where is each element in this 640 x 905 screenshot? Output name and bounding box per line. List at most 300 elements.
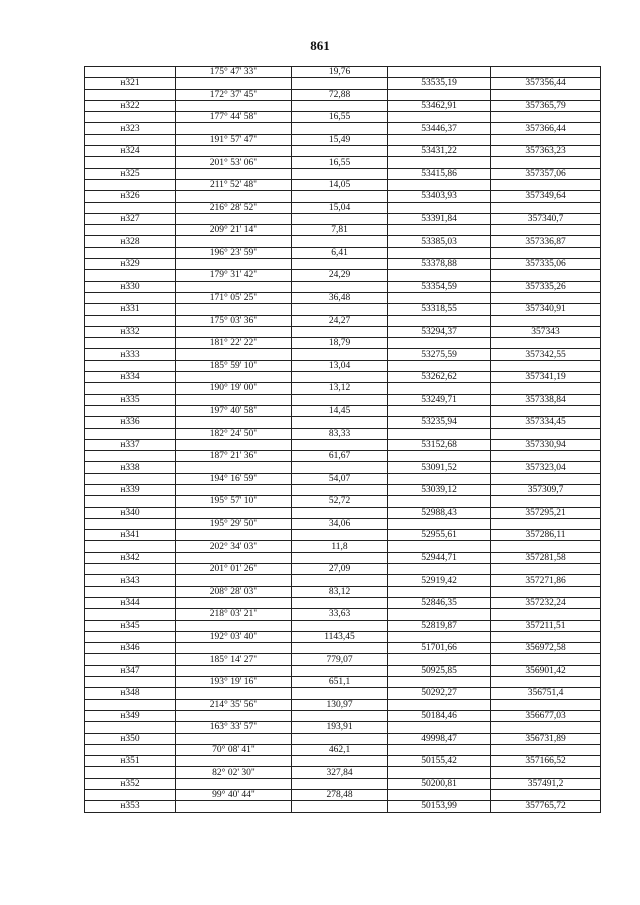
coordinate-y: 357336,87 [491, 236, 601, 247]
point-row [85, 665, 601, 676]
coordinate-x: 53378,88 [388, 259, 491, 270]
point-row [85, 778, 601, 789]
bearing-angle: 171° 05' 25" [176, 292, 292, 303]
segment-distance: 19,76 [292, 67, 388, 78]
empty-cell [85, 699, 176, 710]
bearing-angle: 211° 52' 48" [176, 179, 292, 190]
empty-cell [292, 756, 388, 767]
empty-cell [176, 168, 292, 179]
segment-distance: 327,84 [292, 767, 388, 778]
empty-cell [388, 179, 491, 190]
segment-row [85, 722, 601, 733]
empty-cell [176, 688, 292, 699]
point-name: н347 [85, 665, 176, 676]
point-name: н341 [85, 530, 176, 541]
point-name: н335 [85, 394, 176, 405]
segment-distance: 34,06 [292, 518, 388, 529]
segment-row [85, 428, 601, 439]
segment-row [85, 383, 601, 394]
point-row [85, 575, 601, 586]
empty-cell [85, 225, 176, 236]
segment-row [85, 744, 601, 755]
coordinate-x: 53152,68 [388, 439, 491, 450]
segment-row [85, 405, 601, 416]
empty-cell [176, 597, 292, 608]
empty-cell [85, 270, 176, 281]
coordinate-y: 357341,19 [491, 372, 601, 383]
coordinate-y: 357295,21 [491, 507, 601, 518]
bearing-angle: 209° 21' 14" [176, 225, 292, 236]
point-row [85, 620, 601, 631]
empty-cell [388, 722, 491, 733]
empty-cell [388, 677, 491, 688]
coordinate-y: 357340,91 [491, 304, 601, 315]
segment-row [85, 609, 601, 620]
point-row [85, 801, 601, 812]
point-name: н334 [85, 372, 176, 383]
empty-cell [85, 586, 176, 597]
coordinate-y: 357232,24 [491, 597, 601, 608]
coordinate-x: 53385,03 [388, 236, 491, 247]
empty-cell [85, 790, 176, 801]
segment-distance: 14,05 [292, 179, 388, 190]
empty-cell [292, 372, 388, 383]
empty-cell [491, 631, 601, 642]
bearing-angle: 218° 03' 21" [176, 609, 292, 620]
bearing-angle: 195° 57' 10" [176, 496, 292, 507]
segment-distance: 15,49 [292, 134, 388, 145]
empty-cell [85, 292, 176, 303]
segment-distance: 7,81 [292, 225, 388, 236]
empty-cell [491, 428, 601, 439]
empty-cell [85, 360, 176, 371]
empty-cell [491, 518, 601, 529]
empty-cell [388, 744, 491, 755]
empty-cell [388, 247, 491, 258]
coordinate-x: 53091,52 [388, 462, 491, 473]
segment-distance: 16,55 [292, 157, 388, 168]
empty-cell [292, 213, 388, 224]
coordinate-y: 356751,4 [491, 688, 601, 699]
segment-distance: 13,12 [292, 383, 388, 394]
point-row [85, 439, 601, 450]
coordinate-y: 357349,64 [491, 191, 601, 202]
segment-distance: 27,09 [292, 564, 388, 575]
point-name: н350 [85, 733, 176, 744]
point-name: н351 [85, 756, 176, 767]
empty-cell [292, 733, 388, 744]
empty-cell [491, 790, 601, 801]
point-name: н328 [85, 236, 176, 247]
empty-cell [292, 597, 388, 608]
empty-cell [176, 259, 292, 270]
point-name: н346 [85, 643, 176, 654]
empty-cell [176, 191, 292, 202]
empty-cell [491, 292, 601, 303]
empty-cell [388, 767, 491, 778]
empty-cell [292, 530, 388, 541]
empty-cell [85, 473, 176, 484]
empty-cell [491, 179, 601, 190]
coordinate-x: 53294,37 [388, 326, 491, 337]
coordinate-x: 52846,35 [388, 597, 491, 608]
segment-row [85, 790, 601, 801]
point-row [85, 530, 601, 541]
segment-row [85, 292, 601, 303]
coordinate-x: 50184,46 [388, 710, 491, 721]
bearing-angle: 193° 19' 16" [176, 677, 292, 688]
bearing-angle: 195° 29' 50" [176, 518, 292, 529]
empty-cell [176, 417, 292, 428]
empty-cell [85, 631, 176, 642]
empty-cell [388, 699, 491, 710]
coordinate-x: 53318,55 [388, 304, 491, 315]
coordinate-y: 357166,52 [491, 756, 601, 767]
bearing-angle: 181° 22' 22" [176, 338, 292, 349]
empty-cell [292, 168, 388, 179]
empty-cell [491, 699, 601, 710]
coordinate-x: 53249,71 [388, 394, 491, 405]
empty-cell [491, 315, 601, 326]
segment-row [85, 134, 601, 145]
empty-cell [176, 439, 292, 450]
page-number: 861 [310, 38, 330, 53]
segment-distance: 52,72 [292, 496, 388, 507]
empty-cell [388, 225, 491, 236]
empty-cell [176, 710, 292, 721]
segment-distance: 54,07 [292, 473, 388, 484]
empty-cell [85, 202, 176, 213]
coordinate-y: 357340,7 [491, 213, 601, 224]
coordinate-y: 357281,58 [491, 552, 601, 563]
segment-distance: 24,29 [292, 270, 388, 281]
bearing-angle: 201° 01' 26" [176, 564, 292, 575]
coordinate-x: 50925,85 [388, 665, 491, 676]
empty-cell [292, 304, 388, 315]
empty-cell [491, 496, 601, 507]
empty-cell [388, 67, 491, 78]
segment-row [85, 202, 601, 213]
empty-cell [491, 677, 601, 688]
empty-cell [388, 518, 491, 529]
empty-cell [292, 643, 388, 654]
empty-cell [176, 484, 292, 495]
empty-cell [491, 767, 601, 778]
empty-cell [388, 292, 491, 303]
coordinate-y: 357335,26 [491, 281, 601, 292]
segment-distance: 6,41 [292, 247, 388, 258]
segment-row [85, 654, 601, 665]
bearing-angle: 197° 40' 58" [176, 405, 292, 416]
coordinate-y: 357343 [491, 326, 601, 337]
coordinates-table [84, 66, 601, 813]
empty-cell [85, 405, 176, 416]
point-row [85, 462, 601, 473]
point-row [85, 168, 601, 179]
bearing-angle: 201° 53' 06" [176, 157, 292, 168]
empty-cell [85, 112, 176, 123]
point-name: н325 [85, 168, 176, 179]
empty-cell [292, 326, 388, 337]
empty-cell [85, 541, 176, 552]
point-row [85, 78, 601, 89]
empty-cell [388, 541, 491, 552]
segment-row [85, 67, 601, 78]
segment-distance: 278,48 [292, 790, 388, 801]
empty-cell [292, 552, 388, 563]
empty-cell [491, 112, 601, 123]
coordinate-y: 357365,79 [491, 100, 601, 111]
coordinate-x: 53275,59 [388, 349, 491, 360]
point-row [85, 236, 601, 247]
coordinate-x: 53391,84 [388, 213, 491, 224]
empty-cell [85, 134, 176, 145]
segment-distance: 36,48 [292, 292, 388, 303]
empty-cell [388, 586, 491, 597]
segment-distance: 462,1 [292, 744, 388, 755]
point-name: н324 [85, 146, 176, 157]
empty-cell [388, 790, 491, 801]
coordinate-y: 357334,45 [491, 417, 601, 428]
empty-cell [85, 338, 176, 349]
empty-cell [491, 338, 601, 349]
segment-row [85, 451, 601, 462]
empty-cell [176, 530, 292, 541]
bearing-angle: 185° 59' 10" [176, 360, 292, 371]
point-row [85, 710, 601, 721]
empty-cell [491, 360, 601, 371]
coordinate-y: 357335,06 [491, 259, 601, 270]
coordinate-y: 357357,06 [491, 168, 601, 179]
point-name: н336 [85, 417, 176, 428]
bearing-angle: 172° 37' 45" [176, 89, 292, 100]
coordinate-y: 357342,55 [491, 349, 601, 360]
empty-cell [176, 462, 292, 473]
coordinate-y: 357309,7 [491, 484, 601, 495]
empty-cell [85, 428, 176, 439]
coordinate-y: 357330,94 [491, 439, 601, 450]
empty-cell [491, 654, 601, 665]
coordinate-y: 357366,44 [491, 123, 601, 134]
coordinate-y: 357363,23 [491, 146, 601, 157]
empty-cell [388, 631, 491, 642]
coordinate-x: 51701,66 [388, 643, 491, 654]
coordinate-x: 53535,19 [388, 78, 491, 89]
empty-cell [491, 609, 601, 620]
point-name: н322 [85, 100, 176, 111]
point-row [85, 304, 601, 315]
segment-distance: 33,63 [292, 609, 388, 620]
segment-distance: 651,1 [292, 677, 388, 688]
point-name: н323 [85, 123, 176, 134]
empty-cell [388, 360, 491, 371]
empty-cell [176, 620, 292, 631]
segment-distance: 18,79 [292, 338, 388, 349]
empty-cell [292, 236, 388, 247]
coordinate-x: 53415,86 [388, 168, 491, 179]
empty-cell [292, 620, 388, 631]
point-row [85, 417, 601, 428]
empty-cell [491, 383, 601, 394]
bearing-angle: 196° 23' 59" [176, 247, 292, 258]
coordinate-y: 357286,11 [491, 530, 601, 541]
empty-cell [85, 67, 176, 78]
empty-cell [85, 157, 176, 168]
coordinate-y: 357338,84 [491, 394, 601, 405]
point-row [85, 123, 601, 134]
empty-cell [292, 688, 388, 699]
coordinate-x: 49998,47 [388, 733, 491, 744]
segment-distance: 61,67 [292, 451, 388, 462]
point-row [85, 326, 601, 337]
empty-cell [292, 462, 388, 473]
empty-cell [85, 722, 176, 733]
point-row [85, 100, 601, 111]
coordinate-x: 53235,94 [388, 417, 491, 428]
bearing-angle: 179° 31' 42" [176, 270, 292, 281]
bearing-angle: 99° 40' 44" [176, 790, 292, 801]
empty-cell [388, 451, 491, 462]
empty-cell [176, 304, 292, 315]
empty-cell [292, 484, 388, 495]
point-row [85, 213, 601, 224]
empty-cell [176, 213, 292, 224]
empty-cell [292, 778, 388, 789]
empty-cell [85, 179, 176, 190]
segment-distance: 24,27 [292, 315, 388, 326]
coordinate-y: 357356,44 [491, 78, 601, 89]
coordinate-x: 52944,71 [388, 552, 491, 563]
bearing-angle: 177° 44' 58" [176, 112, 292, 123]
coordinate-x: 52819,87 [388, 620, 491, 631]
segment-distance: 193,91 [292, 722, 388, 733]
empty-cell [388, 405, 491, 416]
empty-cell [491, 405, 601, 416]
segment-row [85, 112, 601, 123]
empty-cell [176, 281, 292, 292]
empty-cell [85, 518, 176, 529]
empty-cell [491, 722, 601, 733]
coordinate-x: 53431,22 [388, 146, 491, 157]
point-row [85, 349, 601, 360]
segment-row [85, 315, 601, 326]
point-row [85, 191, 601, 202]
segment-row [85, 518, 601, 529]
coordinate-y: 356677,03 [491, 710, 601, 721]
coordinate-y: 357491,2 [491, 778, 601, 789]
empty-cell [176, 394, 292, 405]
coordinate-y: 356972,58 [491, 643, 601, 654]
empty-cell [176, 778, 292, 789]
segment-distance: 83,12 [292, 586, 388, 597]
segment-row [85, 270, 601, 281]
empty-cell [388, 270, 491, 281]
point-name: н343 [85, 575, 176, 586]
bearing-angle: 190° 19' 00" [176, 383, 292, 394]
point-name: н333 [85, 349, 176, 360]
empty-cell [176, 100, 292, 111]
coordinate-y: 357211,51 [491, 620, 601, 631]
point-name: н337 [85, 439, 176, 450]
point-row [85, 733, 601, 744]
segment-row [85, 157, 601, 168]
point-row [85, 281, 601, 292]
point-name: н353 [85, 801, 176, 812]
segment-row [85, 89, 601, 100]
point-name: н349 [85, 710, 176, 721]
empty-cell [176, 326, 292, 337]
empty-cell [176, 801, 292, 812]
empty-cell [292, 259, 388, 270]
empty-cell [85, 451, 176, 462]
empty-cell [176, 78, 292, 89]
point-row [85, 597, 601, 608]
empty-cell [176, 507, 292, 518]
point-row [85, 688, 601, 699]
empty-cell [292, 100, 388, 111]
segment-row [85, 677, 601, 688]
bearing-angle: 163° 33' 57" [176, 722, 292, 733]
empty-cell [292, 123, 388, 134]
empty-cell [388, 112, 491, 123]
coordinate-x: 52919,42 [388, 575, 491, 586]
coordinate-y: 357765,72 [491, 801, 601, 812]
empty-cell [388, 157, 491, 168]
empty-cell [292, 191, 388, 202]
segment-distance: 130,97 [292, 699, 388, 710]
segment-row [85, 225, 601, 236]
empty-cell [388, 202, 491, 213]
point-name: н342 [85, 552, 176, 563]
empty-cell [388, 134, 491, 145]
point-name: н332 [85, 326, 176, 337]
point-name: н348 [85, 688, 176, 699]
coordinate-y: 357323,04 [491, 462, 601, 473]
point-name: н344 [85, 597, 176, 608]
segment-row [85, 179, 601, 190]
coordinate-y: 356901,42 [491, 665, 601, 676]
coordinate-x: 53403,93 [388, 191, 491, 202]
bearing-angle: 194° 16' 59" [176, 473, 292, 484]
segment-distance: 16,55 [292, 112, 388, 123]
coordinate-x: 53354,59 [388, 281, 491, 292]
segment-distance: 83,33 [292, 428, 388, 439]
coordinate-x: 52988,43 [388, 507, 491, 518]
coordinate-x: 53039,12 [388, 484, 491, 495]
segment-distance: 72,88 [292, 89, 388, 100]
segment-row [85, 247, 601, 258]
empty-cell [491, 157, 601, 168]
coordinate-y: 357271,86 [491, 575, 601, 586]
point-name: н352 [85, 778, 176, 789]
point-name: н326 [85, 191, 176, 202]
empty-cell [388, 564, 491, 575]
empty-cell [176, 236, 292, 247]
point-row [85, 146, 601, 157]
bearing-angle: 202° 34' 03" [176, 541, 292, 552]
empty-cell [388, 496, 491, 507]
empty-cell [176, 575, 292, 586]
empty-cell [85, 609, 176, 620]
empty-cell [85, 767, 176, 778]
empty-cell [292, 507, 388, 518]
empty-cell [292, 417, 388, 428]
point-row [85, 259, 601, 270]
point-row [85, 507, 601, 518]
segment-row [85, 767, 601, 778]
bearing-angle: 175° 03' 36" [176, 315, 292, 326]
empty-cell [292, 281, 388, 292]
